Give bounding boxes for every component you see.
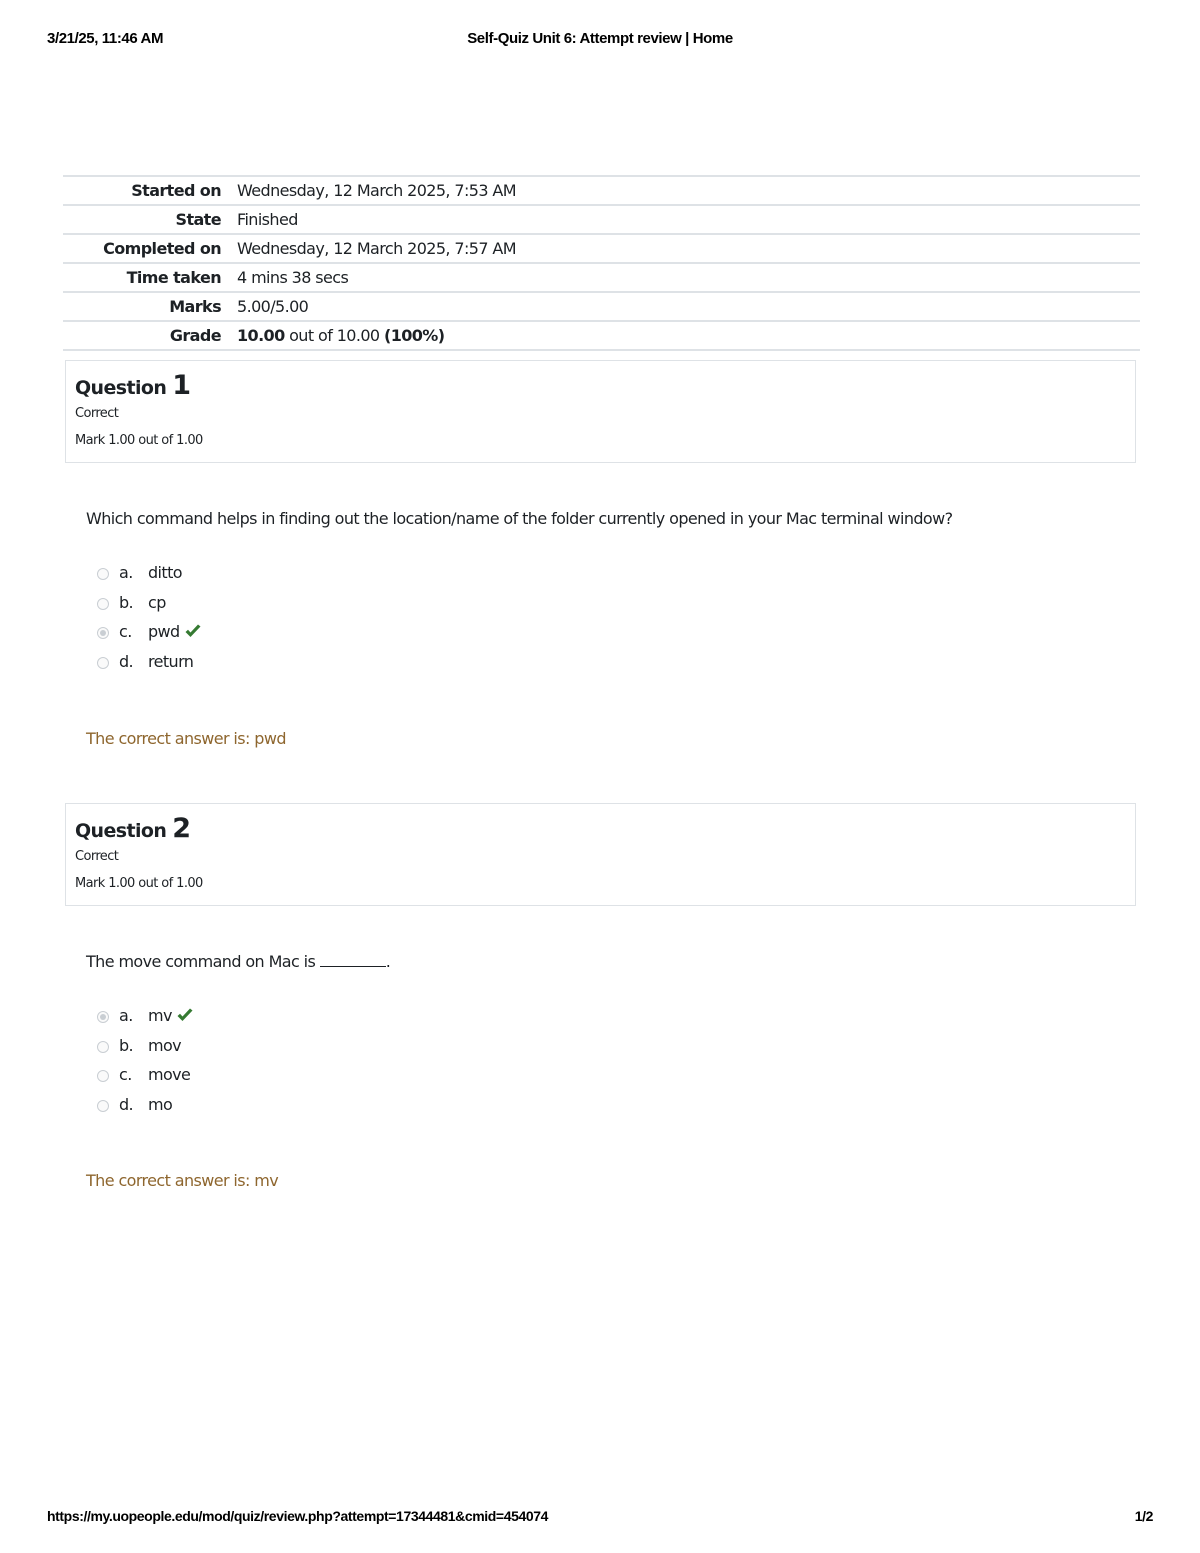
summary-row-marks xyxy=(63,292,1140,321)
answer-letter: b. xyxy=(119,592,134,612)
print-url: https://my.uopeople.edu/mod/quiz/review.php?attempt=17344481&cmid=454074 xyxy=(47,1508,549,1524)
summary-row-completed xyxy=(63,234,1140,263)
answer-letter: c. xyxy=(119,1065,132,1084)
answer-letter: d. xyxy=(119,1094,134,1114)
grade-out-of: out of 10.00 xyxy=(284,326,384,345)
summary-label: Marks xyxy=(169,297,221,316)
answer-text: ditto xyxy=(148,563,182,582)
question-number xyxy=(75,813,1126,844)
question-number xyxy=(75,370,1126,401)
answer-text: pwd xyxy=(148,622,180,641)
summary-value: 5.00/5.00 xyxy=(237,297,309,316)
radio-button[interactable] xyxy=(97,598,109,610)
summary-row-time-taken xyxy=(63,263,1140,292)
question-label: Question xyxy=(75,820,173,842)
summary-value xyxy=(229,321,1140,350)
answer-text: mo xyxy=(148,1094,173,1114)
radio-button[interactable] xyxy=(97,1011,109,1023)
print-date: 3/21/25, 11:46 AM xyxy=(47,30,164,47)
answer-text: move xyxy=(148,1065,191,1084)
answer-letter: a. xyxy=(119,563,133,582)
question-grade: Mark 1.00 out of 1.00 xyxy=(75,433,203,448)
radio-button[interactable] xyxy=(97,1100,109,1112)
question-text-start: The move command on Mac is xyxy=(86,952,320,971)
correct-answer-feedback-1: The correct answer is: pwd xyxy=(86,729,286,748)
question-text-end: . xyxy=(385,952,391,971)
summary-label: Completed on xyxy=(103,239,221,258)
question-label: Question xyxy=(75,377,173,399)
summary-row-started xyxy=(63,176,1140,205)
page-number: 1/2 xyxy=(1134,1508,1153,1524)
summary-value: Finished xyxy=(237,210,298,229)
summary-value: 4 mins 38 secs xyxy=(237,268,349,287)
answer-blank xyxy=(320,952,386,967)
summary-label: Time taken xyxy=(126,268,221,287)
summary-value: Wednesday, 12 March 2025, 7:57 AM xyxy=(237,239,516,258)
question-number-value: 1 xyxy=(172,370,191,401)
print-footer xyxy=(47,1508,1153,1528)
question-text-2 xyxy=(86,952,390,971)
attempt-summary-table xyxy=(63,175,1140,351)
radio-button[interactable] xyxy=(97,1041,109,1053)
question-state: Correct xyxy=(75,849,119,864)
answer-text-wrap xyxy=(148,1006,194,1025)
answer-text-wrap xyxy=(148,622,202,641)
summary-row-state xyxy=(63,205,1140,234)
radio-button[interactable] xyxy=(97,1070,109,1082)
print-page-title: Self-Quiz Unit 6: Attempt review | Home xyxy=(467,30,733,47)
answer-text: mv xyxy=(148,1006,172,1025)
answer-letter: c. xyxy=(119,622,132,641)
radio-button[interactable] xyxy=(97,657,109,669)
answer-text: mov xyxy=(148,1035,182,1055)
answer-letter: a. xyxy=(119,1006,133,1025)
correct-answer-feedback-2: The correct answer is: mv xyxy=(86,1171,279,1190)
radio-button[interactable] xyxy=(97,627,109,639)
summary-label: State xyxy=(175,210,221,229)
question-grade: Mark 1.00 out of 1.00 xyxy=(75,876,203,891)
answer-letter: b. xyxy=(119,1035,134,1055)
question-number-value: 2 xyxy=(172,813,191,844)
summary-value: Wednesday, 12 March 2025, 7:53 AM xyxy=(237,181,516,200)
question-state: Correct xyxy=(75,406,119,421)
check-icon xyxy=(184,624,202,639)
question-info-1 xyxy=(65,360,1136,463)
print-header xyxy=(47,30,1153,50)
radio-button[interactable] xyxy=(97,568,109,580)
check-icon xyxy=(176,1008,194,1023)
summary-row-grade xyxy=(63,321,1140,350)
answer-letter: d. xyxy=(119,651,134,671)
grade-percent: (100%) xyxy=(384,326,445,345)
summary-label: Grade xyxy=(169,326,221,345)
grade-score: 10.00 xyxy=(237,326,285,345)
summary-label: Started on xyxy=(131,181,221,200)
answer-text: return xyxy=(148,651,194,671)
question-text-1: Which command helps in finding out the location/name of the folder currently opened in your Mac terminal window? xyxy=(86,509,953,528)
answer-text: cp xyxy=(148,592,166,612)
question-info-2 xyxy=(65,803,1136,906)
